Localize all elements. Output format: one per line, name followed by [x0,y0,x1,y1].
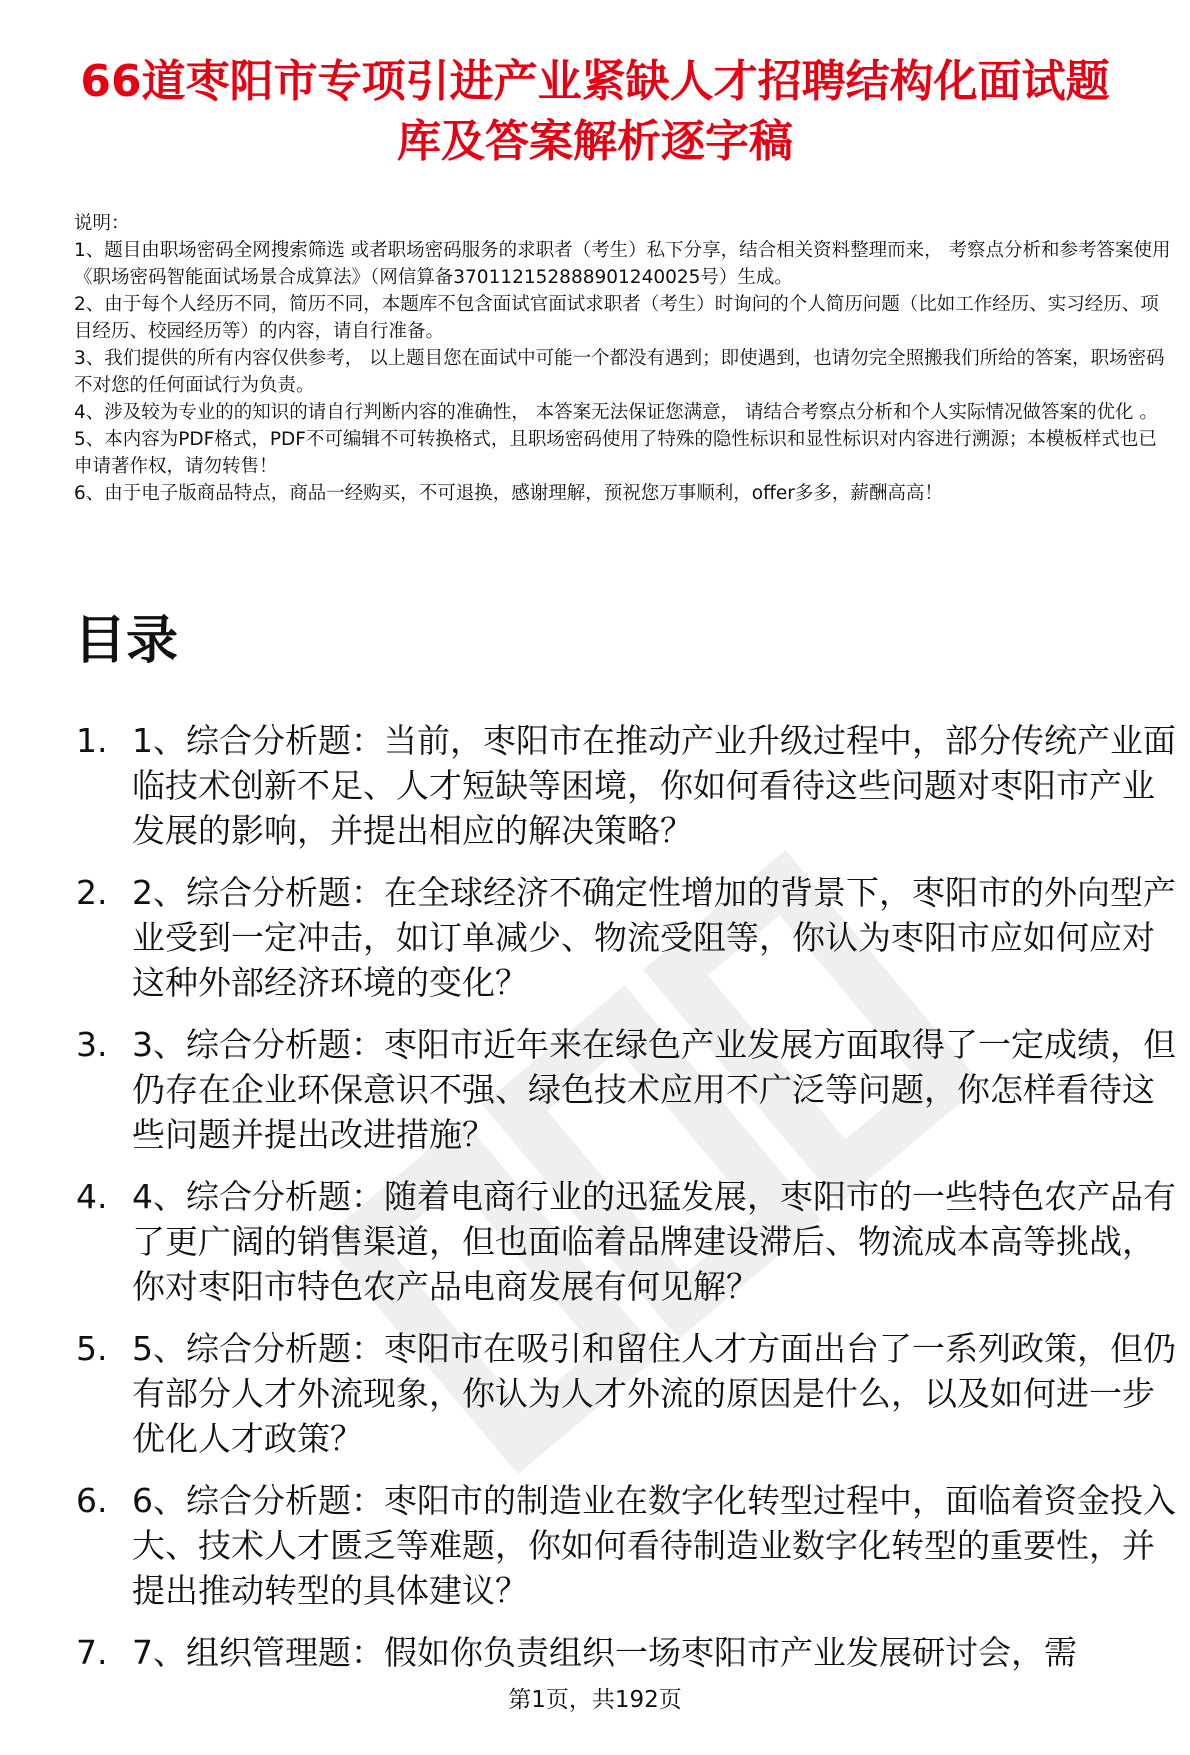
toc-item-text[interactable]: 7、组织管理题：假如你负责组织一场枣阳市产业发展研讨会，需 [132,1633,1077,1672]
toc-item[interactable] [76,1022,1176,1157]
toc-item[interactable] [76,718,1176,853]
toc-item-text[interactable]: 5、综合分析题：枣阳市在吸引和留住人才方面出台了一系列政策，但仍有部分人才外流现象，你认为人才外流的原因是什么，以及如何进一步优化人才政策？ [132,1329,1176,1458]
notes-item: 1、题目由职场密码全网搜索筛选 或者职场密码服务的求职者（考生）私下分享，结合相关资料整理而来， 考察点分析和参考答案使用《职场密码智能面试场景合成算法》（网信算备370112152888901240025号）生成。 [74,240,1171,288]
toc-item-number: 1. [76,721,108,760]
toc-item[interactable] [76,870,1176,1005]
toc-item-text[interactable]: 4、综合分析题：随着电商行业的迅猛发展，枣阳市的一些特色农产品有了更广阔的销售渠道，但也面临着品牌建设滞后、物流成本高等挑战，你对枣阳市特色农产品电商发展有何见解？ [132,1177,1176,1306]
toc-item-text[interactable]: 2、综合分析题：在全球经济不确定性增加的背景下，枣阳市的外向型产业受到一定冲击，如订单减少、物流受阻等，你认为枣阳市应如何应对这种外部经济环境的变化？ [132,873,1176,1002]
notes-item: 4、涉及较为专业的的知识的请自行判断内容的准确性， 本答案无法保证您满意， 请结合考察点分析和个人实际情况做答案的优化 。 [74,402,1158,423]
toc-item[interactable] [76,1630,1176,1675]
toc-item-text[interactable]: 1、综合分析题：当前，枣阳市在推动产业升级过程中，部分传统产业面临技术创新不足、人才短缺等困境，你如何看待这些问题对枣阳市产业发展的影响，并提出相应的解决策略？ [132,721,1176,850]
toc-item-number: 7. [76,1633,108,1672]
toc-item-number: 2. [76,873,108,912]
toc-item-text[interactable]: 6、综合分析题：枣阳市的制造业在数字化转型过程中，面临着资金投入大、技术人才匮乏等难题，你如何看待制造业数字化转型的重要性，并提出推动转型的具体建议？ [132,1481,1176,1610]
toc-item-text[interactable]: 3、综合分析题：枣阳市近年来在绿色产业发展方面取得了一定成绩，但仍存在企业环保意识不强、绿色技术应用不广泛等问题，你怎样看待这些问题并提出改进措施？ [132,1025,1176,1154]
notes-item: 3、我们提供的所有内容仅供参考， 以上题目您在面试中可能一个都没有遇到；即使遇到，也请勿完全照搬我们所给的答案，职场密码不对您的任何面试行为负责。 [74,348,1165,396]
toc-item-number: 5. [76,1329,108,1368]
toc-list [76,718,1176,1692]
toc-item[interactable] [76,1174,1176,1309]
toc-heading: 目录 [74,611,179,671]
toc-item-number: 6. [76,1481,108,1520]
notes-item: 6、由于电子版商品特点，商品一经购买，不可退换，感谢理解，预祝您万事顺利，offer多多，薪酬高高！ [74,483,943,504]
notes-item: 5、本内容为PDF格式，PDF不可编辑不可转换格式，且职场密码使用了特殊的隐性标识和显性标识对内容进行溯源；本模板样式也已申请著作权，请勿转售！ [74,429,1157,477]
page-footer: 第1页，共192页 [508,1687,682,1713]
notes-section [74,210,1174,507]
notes-item: 2、由于每个人经历不同，简历不同，本题库不包含面试官面试求职者（考生）时询问的个人简历问题（比如工作经历、实习经历、项目经历、校园经历等）的内容，请自行准备。 [74,294,1159,342]
toc-item[interactable] [76,1326,1176,1461]
toc-item[interactable] [76,1478,1176,1613]
document-title: 66道枣阳市专项引进产业紧缺人才招聘结构化面试题库及答案解析逐字稿 [80,56,1110,167]
toc-item-number: 4. [76,1177,108,1216]
toc-item-number: 3. [76,1025,108,1064]
notes-heading: 说明： [74,213,130,234]
